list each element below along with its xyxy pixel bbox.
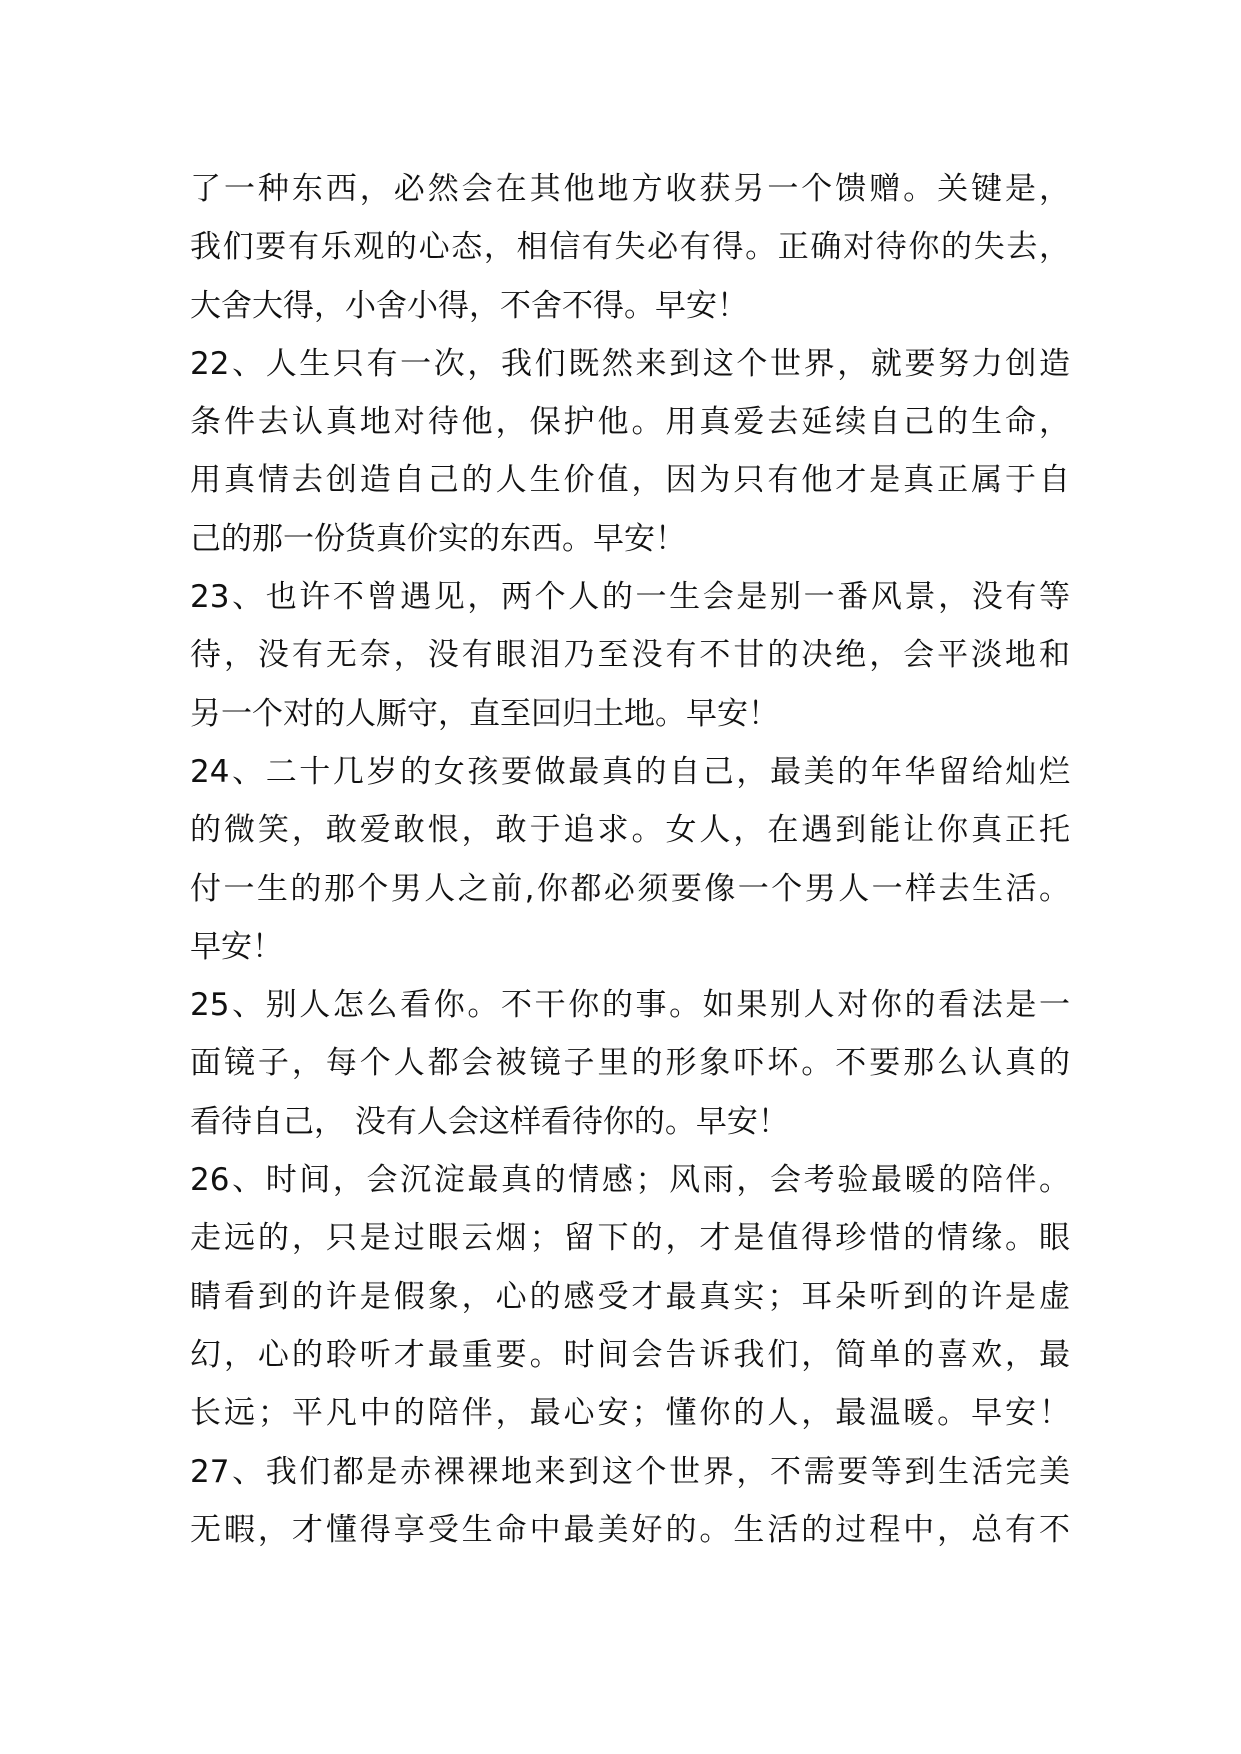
text-line: 付一生的那个男人之前,你都必须要像一个男人一样去生活。 — [190, 870, 1070, 907]
text-line: 条件去认真地对待他，保护他。用真爱去延续自己的生命， — [190, 404, 1070, 441]
text-line: 长远；平凡中的陪伴，最心安；懂你的人，最温暖。早安！ — [190, 1395, 1070, 1432]
text-line: 幻，心的聆听才最重要。时间会告诉我们，简单的喜欢，最 — [190, 1336, 1070, 1373]
text-line: 23、也许不曾遇见，两个人的一生会是别一番风景，没有等 — [190, 579, 1070, 616]
text-line: 己的那一份货真价实的东西。早安！ — [190, 520, 686, 557]
text-line: 另一个对的人厮守，直至回归土地。早安！ — [190, 695, 779, 732]
document-body-text — [190, 160, 1070, 1559]
text-line: 用真情去创造自己的人生价值，因为只有他才是真正属于自 — [190, 462, 1070, 499]
text-line: 大舍大得，小舍小得，不舍不得。早安！ — [190, 287, 748, 324]
text-line: 走远的，只是过眼云烟；留下的，才是值得珍惜的情缘。眼 — [190, 1220, 1070, 1257]
text-line: 了一种东西，必然会在其他地方收获另一个馈赠。关键是， — [190, 171, 1070, 207]
text-line: 25、别人怎么看你。不干你的事。如果别人对你的看法是一 — [190, 987, 1070, 1024]
text-line: 看待自己， 没有人会这样看待你的。早安！ — [190, 1103, 789, 1140]
text-line: 待，没有无奈，没有眼泪乃至没有不甘的决绝，会平淡地和 — [190, 637, 1070, 674]
text-line: 24、二十几岁的女孩要做最真的自己，最美的年华留给灿烂 — [190, 753, 1070, 790]
text-line: 22、人生只有一次，我们既然来到这个世界，就要努力创造 — [190, 345, 1070, 382]
text-line: 无暇，才懂得享受生命中最美好的。生活的过程中，总有不 — [190, 1511, 1070, 1548]
text-line: 的微笑，敢爱敢恨，敢于追求。女人，在遇到能让你真正托 — [190, 812, 1070, 849]
text-line: 我们要有乐观的心态，相信有失必有得。正确对待你的失去， — [190, 229, 1070, 266]
text-line: 睛看到的许是假象，心的感受才最真实；耳朵听到的许是虚 — [190, 1278, 1070, 1315]
text-line: 早安！ — [190, 928, 283, 965]
text-line: 26、时间，会沉淀最真的情感；风雨，会考验最暖的陪伴。 — [190, 1162, 1070, 1199]
text-line: 面镜子，每个人都会被镜子里的形象吓坏。不要那么认真的 — [190, 1045, 1070, 1082]
text-line: 27、我们都是赤裸裸地来到这个世界，不需要等到生活完美 — [190, 1453, 1070, 1490]
